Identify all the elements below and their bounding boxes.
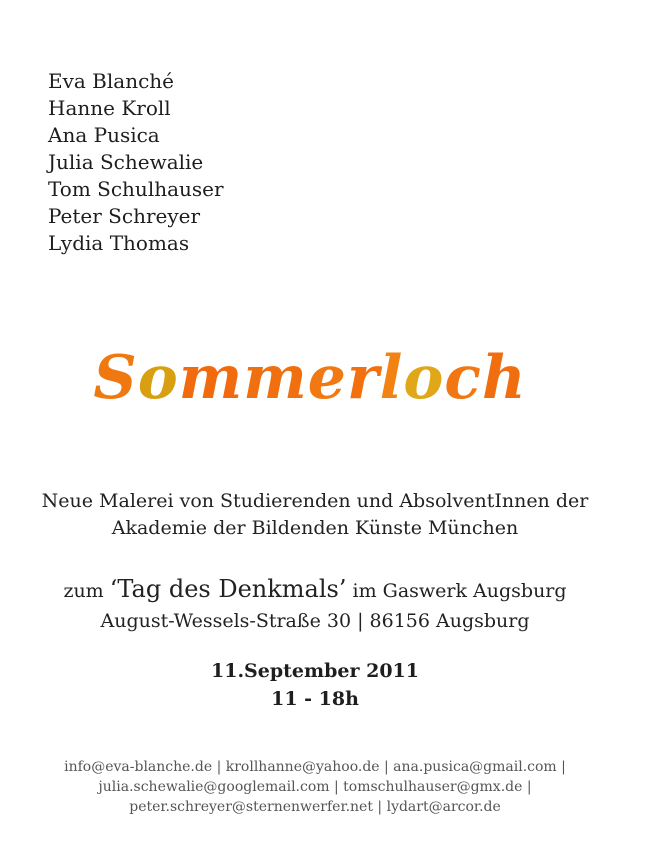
artist-name: Ana Pusica [48, 123, 160, 147]
title-letter: l [379, 343, 404, 413]
title-letter: c [444, 343, 482, 413]
contact-line: peter.schreyer@sternenwerfer.net | lydart@arcor.de [129, 799, 501, 815]
venue-line [0, 574, 630, 606]
venue-prefix: zum [63, 580, 110, 602]
event-name: ‘Tag des Denkmals’ [109, 575, 347, 603]
artist-name: Eva Blanché [48, 69, 174, 93]
exhibition-title [0, 343, 620, 413]
contact-line: julia.schewalie@googlemail.com | tomschulhauser@gmx.de | [98, 779, 532, 795]
exhibition-subtitle [0, 488, 630, 542]
venue-location: im Gaswerk Augsburg [346, 580, 567, 602]
artist-name: Julia Schewalie [48, 150, 204, 174]
artist-name: Tom Schulhauser [48, 177, 224, 201]
event-date: 11.September 2011 [211, 660, 419, 682]
title-letter: o [137, 343, 179, 413]
event-time: 11 - 18h [271, 688, 359, 710]
artist-name: Hanne Kroll [48, 96, 171, 120]
title-letter: o [403, 343, 445, 413]
title-letter: S [93, 343, 138, 413]
venue-address: August-Wessels-Straße 30 | 86156 Augsburg [100, 610, 530, 632]
title-letter: h [481, 343, 527, 413]
title-letter: m [178, 343, 244, 413]
contact-line: info@eva-blanche.de | krollhanne@yahoo.de | ana.pusica@gmail.com | [64, 759, 566, 775]
artist-list [48, 68, 224, 257]
artist-name: Peter Schreyer [48, 204, 201, 228]
subtitle-line: Neue Malerei von Studierenden und AbsolventInnen der [41, 490, 589, 512]
artist-name: Lydia Thomas [48, 231, 190, 255]
date-block [0, 657, 630, 713]
title-letter: r [346, 343, 380, 413]
venue-block [0, 574, 630, 636]
contact-emails [0, 757, 630, 817]
subtitle-line: Akademie der Bildenden Künste München [111, 517, 519, 539]
title-letter: e [307, 343, 347, 413]
title-letter: m [243, 343, 308, 413]
